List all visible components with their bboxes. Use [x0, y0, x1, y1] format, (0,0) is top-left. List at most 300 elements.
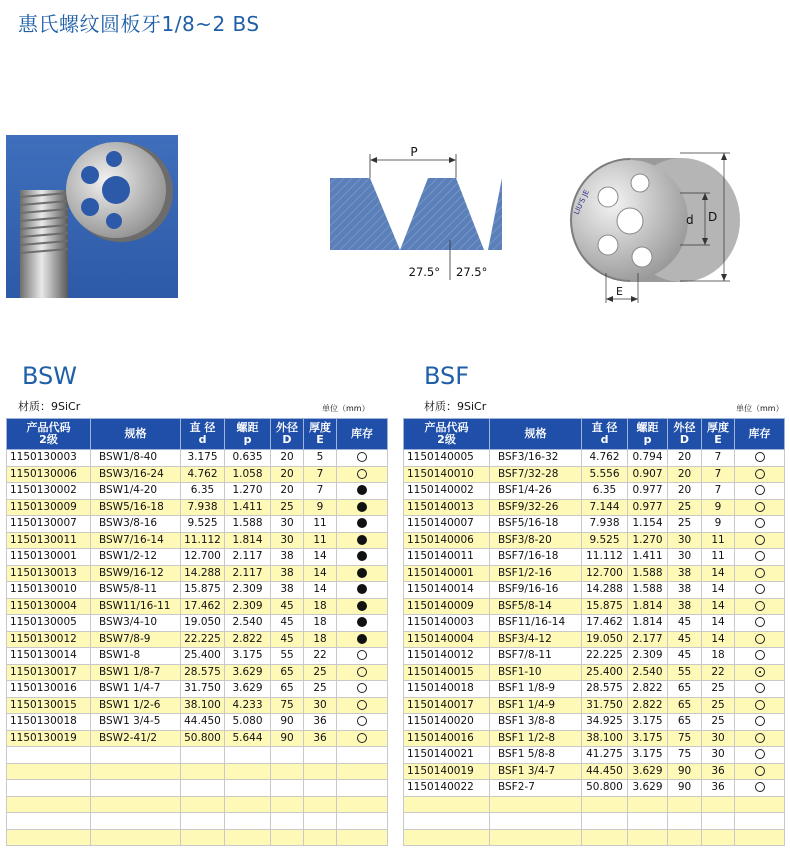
pitch-cell: [225, 829, 271, 846]
table-row: [404, 516, 785, 533]
outer-diameter-cell: 90: [668, 763, 702, 780]
thickness-cell: [304, 747, 337, 764]
header-spec: 规格: [490, 419, 582, 450]
spec-cell: BSF5/8-14: [490, 598, 582, 615]
diameter-cell: [181, 780, 225, 797]
table-row: [7, 450, 388, 467]
thickness-cell: 14: [702, 615, 735, 632]
diameter-cell: [181, 747, 225, 764]
stock-full-circle-icon: [357, 485, 367, 495]
spec-cell: [91, 829, 181, 846]
outer-diameter-cell: 38: [668, 565, 702, 582]
pitch-cell: 5.644: [225, 730, 271, 747]
spec-cell: BSW5/16-18: [91, 499, 181, 516]
diameter-cell: 4.762: [582, 450, 628, 467]
pitch-cell: 3.175: [628, 747, 668, 764]
product-code-cell: 1150130004: [7, 598, 91, 615]
thickness-cell: 7: [304, 466, 337, 483]
table-row: [404, 615, 785, 632]
table-row: [404, 747, 785, 764]
diameter-cell: 9.525: [181, 516, 225, 533]
outer-diameter-cell: 45: [271, 598, 304, 615]
diameter-cell: 4.762: [181, 466, 225, 483]
stock-cell: [735, 499, 785, 516]
stock-empty-circle-icon: [755, 535, 765, 545]
stock-cell: [735, 763, 785, 780]
diameter-cell: 41.275: [582, 747, 628, 764]
stock-cell: [735, 483, 785, 500]
pitch-cell: 2.822: [628, 681, 668, 698]
spec-cell: BSF7/8-11: [490, 648, 582, 665]
stock-full-circle-icon: [357, 601, 367, 611]
diameter-cell: 34.925: [582, 714, 628, 731]
product-code-cell: 1150130013: [7, 565, 91, 582]
outer-diameter-cell: 90: [271, 714, 304, 731]
diameter-cell: 25.400: [181, 648, 225, 665]
product-code-cell: 1150130018: [7, 714, 91, 731]
thickness-cell: 14: [304, 582, 337, 599]
spec-cell: BSW1 1/2-6: [91, 697, 181, 714]
thickness-cell: [304, 813, 337, 830]
outer-diameter-cell: 65: [668, 681, 702, 698]
thickness-cell: 5: [304, 450, 337, 467]
table-row: [404, 631, 785, 648]
stock-cell: [337, 532, 388, 549]
thickness-cell: 36: [702, 763, 735, 780]
thickness-cell: [304, 780, 337, 797]
stock-cell: [337, 483, 388, 500]
stock-cell: [735, 598, 785, 615]
stock-cell: [735, 714, 785, 731]
thickness-cell: 14: [702, 582, 735, 599]
diameter-cell: 28.575: [582, 681, 628, 698]
spec-cell: BSW5/8-11: [91, 582, 181, 599]
outer-diameter-cell: 55: [668, 664, 702, 681]
thickness-cell: 22: [702, 664, 735, 681]
product-code-cell: 1150140005: [404, 450, 490, 467]
product-code-cell: 1150140001: [404, 565, 490, 582]
pitch-cell: 3.629: [628, 763, 668, 780]
stock-cell: [337, 466, 388, 483]
stock-cell: [735, 582, 785, 599]
stock-full-circle-icon: [357, 502, 367, 512]
table-row: [404, 450, 785, 467]
table-row: [7, 681, 388, 698]
table-row: [404, 549, 785, 566]
spec-cell: [91, 747, 181, 764]
outer-diameter-cell: [271, 796, 304, 813]
pitch-cell: 1.814: [628, 615, 668, 632]
stock-empty-circle-icon: [755, 716, 765, 726]
thickness-cell: 30: [702, 730, 735, 747]
stock-empty-circle-icon: [755, 766, 765, 776]
thread-profile-diagram: [322, 140, 512, 290]
bsw-material-label: 材质：9SiCr: [18, 400, 81, 413]
product-code-cell: [7, 829, 91, 846]
product-code-cell: 1150140021: [404, 747, 490, 764]
diameter-cell: 7.938: [582, 516, 628, 533]
pitch-cell: 0.907: [628, 466, 668, 483]
diameter-cell: 7.144: [582, 499, 628, 516]
stock-empty-circle-icon: [755, 782, 765, 792]
stock-cell: [337, 648, 388, 665]
stock-cell: [735, 549, 785, 566]
diameter-cell: [582, 813, 628, 830]
stock-empty-circle-icon: [755, 733, 765, 743]
diameter-cell: 14.288: [582, 582, 628, 599]
product-code-cell: 1150130016: [7, 681, 91, 698]
stock-full-circle-icon: [357, 634, 367, 644]
table-row: [7, 549, 388, 566]
header-product-code: 产品代码 2级: [7, 419, 91, 450]
pitch-cell: 0.794: [628, 450, 668, 467]
outer-diameter-cell: [271, 763, 304, 780]
product-code-cell: 1150130014: [7, 648, 91, 665]
header-thickness: 厚度 E: [304, 419, 337, 450]
stock-empty-circle-icon: [755, 452, 765, 462]
stock-empty-circle-icon: [755, 485, 765, 495]
outer-diameter-cell: 30: [271, 532, 304, 549]
thickness-cell: 18: [702, 648, 735, 665]
diameter-cell: 11.112: [181, 532, 225, 549]
diameter-cell: 6.35: [582, 483, 628, 500]
header-outer-diameter: 外径 D: [668, 419, 702, 450]
spec-cell: BSW2-41/2: [91, 730, 181, 747]
pitch-cell: 1.814: [225, 532, 271, 549]
spec-cell: [490, 813, 582, 830]
spec-cell: [91, 813, 181, 830]
pitch-cell: [628, 813, 668, 830]
spec-cell: BSF1 1/4-9: [490, 697, 582, 714]
stock-cell: [735, 829, 785, 846]
pitch-cell: [225, 813, 271, 830]
table-row: [7, 730, 388, 747]
diameter-cell: 25.400: [582, 664, 628, 681]
product-code-cell: [404, 796, 490, 813]
stock-empty-circle-icon: [755, 584, 765, 594]
table-row: [7, 466, 388, 483]
spec-cell: BSF1 1/2-8: [490, 730, 582, 747]
spec-cell: BSF3/16-32: [490, 450, 582, 467]
table-row: [7, 516, 388, 533]
stock-cell: [337, 631, 388, 648]
bsw-unit-label: 单位（mm）: [322, 404, 370, 413]
product-code-cell: 1150130001: [7, 549, 91, 566]
spec-cell: [91, 780, 181, 797]
diameter-cell: 17.462: [582, 615, 628, 632]
stock-cell: [735, 664, 785, 681]
thickness-cell: 11: [304, 532, 337, 549]
table-row: [404, 730, 785, 747]
pitch-cell: 1.411: [225, 499, 271, 516]
table-row: [404, 681, 785, 698]
pitch-cell: [225, 796, 271, 813]
spec-cell: BSF1 5/8-8: [490, 747, 582, 764]
bsf-spec-table: [403, 418, 785, 846]
thickness-cell: 25: [702, 697, 735, 714]
diameter-cell: 50.800: [582, 780, 628, 797]
outer-diameter-cell: 65: [668, 714, 702, 731]
pitch-cell: 1.154: [628, 516, 668, 533]
header-stock: 库存: [735, 419, 785, 450]
pitch-cell: 2.117: [225, 549, 271, 566]
product-code-cell: [404, 813, 490, 830]
outer-diameter-cell: 75: [668, 747, 702, 764]
pitch-cell: 1.588: [628, 582, 668, 599]
table-row: [404, 796, 785, 813]
thickness-cell: 11: [304, 516, 337, 533]
pitch-cell: 2.822: [225, 631, 271, 648]
table-row: [7, 582, 388, 599]
stock-empty-circle-icon: [755, 502, 765, 512]
stock-cell: [735, 730, 785, 747]
spec-cell: BSF5/16-18: [490, 516, 582, 533]
table-row: [404, 664, 785, 681]
outer-diameter-cell: 20: [271, 450, 304, 467]
spec-cell: BSW11/16-11: [91, 598, 181, 615]
spec-cell: BSF2-7: [490, 780, 582, 797]
product-code-cell: 1150130010: [7, 582, 91, 599]
stock-cell: [735, 532, 785, 549]
thickness-cell: 36: [702, 780, 735, 797]
thickness-cell: 7: [702, 450, 735, 467]
product-code-cell: [7, 796, 91, 813]
outer-diameter-cell: [271, 747, 304, 764]
pitch-cell: [225, 780, 271, 797]
thickness-cell: 36: [304, 730, 337, 747]
diameter-cell: 7.938: [181, 499, 225, 516]
stock-cell: [337, 697, 388, 714]
stock-empty-circle-icon: [755, 469, 765, 479]
bsf-material-label: 材质：9SiCr: [424, 400, 487, 413]
diameter-cell: 22.225: [181, 631, 225, 648]
diameter-cell: [181, 829, 225, 846]
stock-cell: [337, 582, 388, 599]
outer-diameter-cell: 20: [668, 466, 702, 483]
stock-cell: [337, 780, 388, 797]
pitch-cell: 5.080: [225, 714, 271, 731]
stock-empty-circle-icon: [357, 733, 367, 743]
spec-cell: BSW3/8-16: [91, 516, 181, 533]
thickness-cell: 7: [304, 483, 337, 500]
header-product-code: 产品代码 2级: [404, 419, 490, 450]
outer-diameter-cell: 30: [668, 532, 702, 549]
outer-diameter-cell: 30: [668, 549, 702, 566]
spec-cell: BSW3/4-10: [91, 615, 181, 632]
stock-empty-circle-icon: [357, 667, 367, 677]
spec-cell: [91, 796, 181, 813]
stock-empty-circle-icon: [357, 469, 367, 479]
product-code-cell: 1150140006: [404, 532, 490, 549]
outer-diameter-cell: 75: [668, 730, 702, 747]
die-dimension-drawing: [560, 145, 780, 305]
spec-cell: BSF1-10: [490, 664, 582, 681]
table-row: [404, 466, 785, 483]
product-code-cell: 1150140010: [404, 466, 490, 483]
pitch-cell: 0.635: [225, 450, 271, 467]
spec-cell: BSF7/32-28: [490, 466, 582, 483]
diameter-cell: 12.700: [181, 549, 225, 566]
product-code-cell: 1150130003: [7, 450, 91, 467]
product-photo: [6, 135, 178, 298]
spec-cell: [91, 763, 181, 780]
stock-cell: [337, 549, 388, 566]
outer-diameter-cell: [271, 813, 304, 830]
thickness-cell: [702, 829, 735, 846]
stock-full-circle-icon: [357, 617, 367, 627]
spec-cell: BSW7/16-14: [91, 532, 181, 549]
table-row: [404, 780, 785, 797]
diameter-cell: 11.112: [582, 549, 628, 566]
thickness-cell: 22: [304, 648, 337, 665]
diameter-cell: 3.175: [181, 450, 225, 467]
outer-diameter-cell: 25: [668, 516, 702, 533]
stock-cell: [735, 813, 785, 830]
product-code-cell: 1150130009: [7, 499, 91, 516]
table-row: [7, 780, 388, 797]
spec-cell: [490, 829, 582, 846]
pitch-cell: 3.175: [628, 714, 668, 731]
table-row: [7, 697, 388, 714]
header-diameter: 直 径 d: [582, 419, 628, 450]
outer-diameter-cell: 20: [271, 483, 304, 500]
spec-cell: BSF3/4-12: [490, 631, 582, 648]
pitch-cell: 1.058: [225, 466, 271, 483]
diameter-cell: 12.700: [582, 565, 628, 582]
p-label: P: [410, 145, 418, 159]
stock-cell: [337, 499, 388, 516]
product-code-cell: 1150140017: [404, 697, 490, 714]
D-label: D: [708, 210, 718, 224]
thickness-cell: 9: [304, 499, 337, 516]
thickness-cell: 25: [304, 664, 337, 681]
pitch-cell: 3.175: [628, 730, 668, 747]
pitch-cell: 2.117: [225, 565, 271, 582]
header-pitch: 螺距 p: [225, 419, 271, 450]
header-thickness: 厚度 E: [702, 419, 735, 450]
bsw-spec-table: [6, 418, 388, 846]
spec-cell: BSF1 3/8-8: [490, 714, 582, 731]
product-code-cell: 1150130005: [7, 615, 91, 632]
outer-diameter-cell: [271, 829, 304, 846]
thickness-cell: 18: [304, 631, 337, 648]
diameter-cell: 9.525: [582, 532, 628, 549]
table-row: [404, 829, 785, 846]
spec-cell: BSW1 1/4-7: [91, 681, 181, 698]
product-code-cell: 1150140022: [404, 780, 490, 797]
diameter-cell: 38.100: [181, 697, 225, 714]
thickness-cell: [304, 796, 337, 813]
table-row: [7, 648, 388, 665]
diameter-cell: 44.450: [582, 763, 628, 780]
product-code-cell: 1150130002: [7, 483, 91, 500]
stock-full-circle-icon: [357, 518, 367, 528]
thickness-cell: 7: [702, 466, 735, 483]
stock-full-circle-icon: [357, 535, 367, 545]
spec-cell: BSF1/2-16: [490, 565, 582, 582]
pitch-cell: 2.177: [628, 631, 668, 648]
product-code-cell: 1150140003: [404, 615, 490, 632]
pitch-cell: 1.588: [225, 516, 271, 533]
pitch-cell: 2.309: [225, 598, 271, 615]
spec-cell: BSW1-8: [91, 648, 181, 665]
stock-cell: [735, 681, 785, 698]
spec-cell: BSW1/8-40: [91, 450, 181, 467]
spec-cell: BSW1/2-12: [91, 549, 181, 566]
product-code-cell: 1150130019: [7, 730, 91, 747]
outer-diameter-cell: 90: [668, 780, 702, 797]
thickness-cell: [702, 813, 735, 830]
pitch-cell: 2.309: [628, 648, 668, 665]
thickness-cell: 11: [702, 532, 735, 549]
thickness-cell: 25: [702, 714, 735, 731]
outer-diameter-cell: [271, 780, 304, 797]
table-row: [404, 648, 785, 665]
product-code-cell: 1150130017: [7, 664, 91, 681]
stock-cell: [735, 450, 785, 467]
stock-cell: [337, 450, 388, 467]
outer-diameter-cell: 20: [668, 483, 702, 500]
stock-empty-circle-icon: [755, 650, 765, 660]
diameter-cell: 19.050: [582, 631, 628, 648]
header-pitch: 螺距 p: [628, 419, 668, 450]
outer-diameter-cell: 38: [271, 582, 304, 599]
stock-cell: [337, 615, 388, 632]
diameter-cell: [582, 796, 628, 813]
pitch-cell: 2.540: [628, 664, 668, 681]
pitch-cell: [225, 763, 271, 780]
table-row: [7, 532, 388, 549]
spec-cell: BSF9/32-26: [490, 499, 582, 516]
angle-left-label: 27.5°: [408, 265, 440, 279]
pitch-cell: 4.233: [225, 697, 271, 714]
header-spec: 规格: [91, 419, 181, 450]
thickness-cell: 18: [304, 598, 337, 615]
pitch-cell: [225, 747, 271, 764]
table-row: [7, 796, 388, 813]
table-row: [7, 631, 388, 648]
d-label: d: [686, 213, 694, 227]
spec-cell: BSW7/8-9: [91, 631, 181, 648]
pitch-cell: 1.814: [628, 598, 668, 615]
diameter-cell: 19.050: [181, 615, 225, 632]
product-code-cell: [7, 780, 91, 797]
stock-cell: [337, 681, 388, 698]
stock-cell: [337, 598, 388, 615]
diameter-cell: 22.225: [582, 648, 628, 665]
stock-cell: [337, 763, 388, 780]
stock-cell: [735, 516, 785, 533]
outer-diameter-cell: 55: [271, 648, 304, 665]
outer-diameter-cell: 38: [271, 549, 304, 566]
die-brand-text: LIU'S JE: [572, 188, 591, 216]
header-stock: 库存: [337, 419, 388, 450]
outer-diameter-cell: [668, 829, 702, 846]
diameter-cell: [181, 796, 225, 813]
thickness-cell: 9: [702, 516, 735, 533]
outer-diameter-cell: 20: [668, 450, 702, 467]
outer-diameter-cell: 45: [668, 648, 702, 665]
product-code-cell: 1150140020: [404, 714, 490, 731]
pitch-cell: 1.411: [628, 549, 668, 566]
diameter-cell: 50.800: [181, 730, 225, 747]
header-outer-diameter: 外径 D: [271, 419, 304, 450]
stock-cell: [337, 730, 388, 747]
stock-cell: [337, 664, 388, 681]
product-code-cell: 1150140019: [404, 763, 490, 780]
table-row: [7, 598, 388, 615]
thickness-cell: 14: [304, 565, 337, 582]
